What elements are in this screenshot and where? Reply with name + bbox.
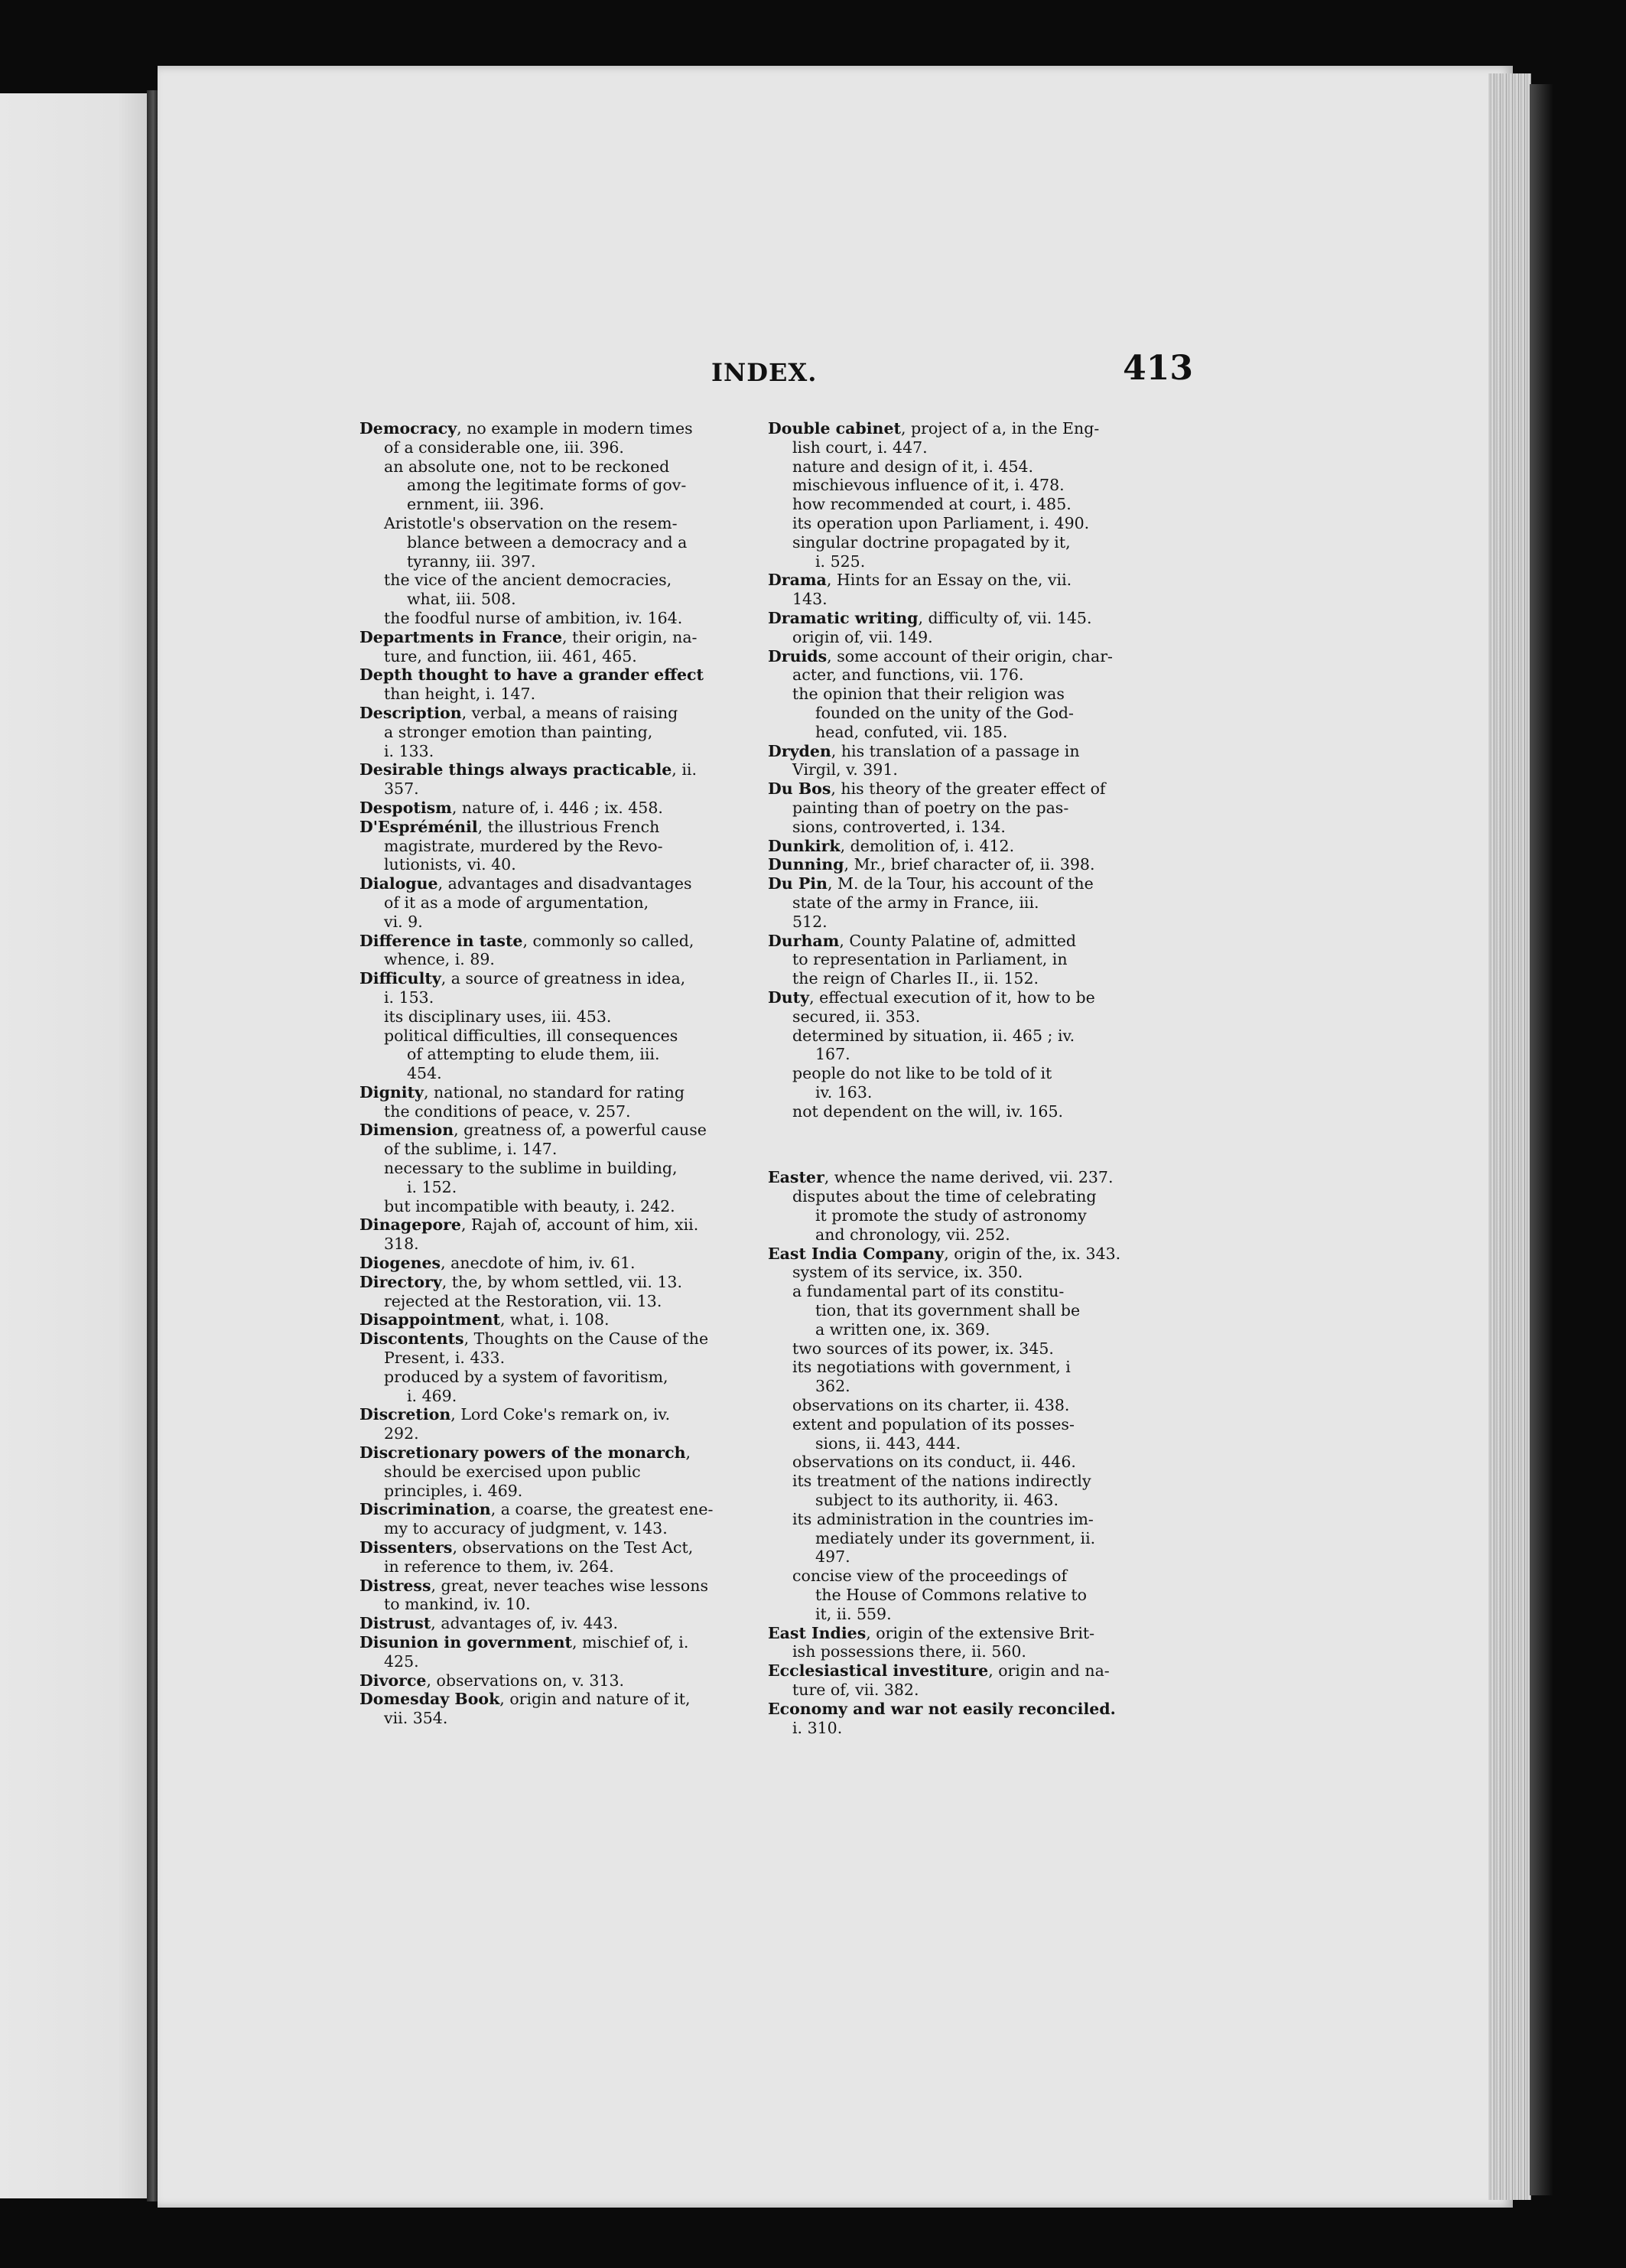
- index-entry: [359, 1443, 772, 1500]
- index-entry: [359, 514, 772, 571]
- running-head: INDEX.: [711, 358, 818, 387]
- entry-first-line: extent and population of its posses-: [792, 1414, 1075, 1433]
- entry-first-line: its disciplinary uses, iii. 453.: [384, 1007, 612, 1026]
- entry-continuation: sions, controverted, i. 134.: [792, 817, 1006, 836]
- entry-continuation: mediately under its government, ii.: [815, 1528, 1096, 1547]
- index-entry: [359, 1159, 772, 1197]
- entry-continuation: Virgil, v. 391.: [792, 760, 898, 779]
- entry-continuation: vi. 9.: [384, 912, 423, 931]
- entry-continuation: tion, that its government shall be: [815, 1301, 1081, 1320]
- entry-first-line: Easter, whence the name derived, vii. 237.: [768, 1168, 1114, 1187]
- entry-continuation: of attempting to elude them, iii.: [407, 1045, 660, 1064]
- index-entry: [768, 1358, 1187, 1396]
- index-entry: [768, 1661, 1187, 1700]
- index-entry: [359, 665, 772, 704]
- entry-continuation: i. 525.: [815, 552, 866, 571]
- entry-continuation: in reference to them, iv. 264.: [384, 1557, 614, 1576]
- entry-continuation: i. 153.: [384, 988, 434, 1007]
- index-entry: [768, 1567, 1187, 1623]
- index-entry: [768, 1339, 1187, 1359]
- entry-first-line: observations on its charter, ii. 438.: [792, 1396, 1070, 1415]
- index-entry: [359, 1007, 772, 1027]
- index-entry: [768, 1102, 1187, 1121]
- index-entry: [768, 837, 1187, 856]
- index-entry: [768, 1168, 1187, 1187]
- entry-first-line: Discontents, Thoughts on the Cause of the: [359, 1329, 709, 1349]
- entry-continuation: the reign of Charles II., ii. 152.: [792, 969, 1039, 988]
- entry-continuation: ish possessions there, ii. 560.: [792, 1642, 1026, 1661]
- entry-first-line: Distrust, advantages of, iv. 443.: [359, 1614, 619, 1633]
- entry-first-line: Disappointment, what, i. 108.: [359, 1310, 610, 1329]
- entry-first-line: Double cabinet, project of a, in the Eng-: [768, 419, 1100, 438]
- entry-first-line: the vice of the ancient democracies,: [384, 571, 672, 590]
- entry-first-line: Du Pin, M. de la Tour, his account of the: [768, 874, 1094, 893]
- entry-first-line: Aristotle's observation on the resem-: [384, 513, 678, 532]
- index-entry: [359, 457, 772, 514]
- entry-continuation: a written one, ix. 369.: [815, 1319, 990, 1339]
- entry-first-line: Despotism, nature of, i. 446 ; ix. 458.: [359, 798, 663, 817]
- entry-first-line: an absolute one, not to be reckoned: [384, 457, 670, 476]
- entry-continuation: of the sublime, i. 147.: [384, 1140, 558, 1159]
- index-entry: [359, 1577, 772, 1615]
- entry-first-line: Diogenes, anecdote of him, iv. 61.: [359, 1254, 636, 1273]
- entry-continuation: it, ii. 559.: [815, 1604, 892, 1623]
- entry-first-line: Dialogue, advantages and disadvantages: [359, 874, 692, 893]
- index-entry: [768, 932, 1187, 988]
- index-entry: [768, 419, 1187, 457]
- entry-first-line: East Indies, origin of the extensive Brit-: [768, 1623, 1095, 1642]
- index-entry: [359, 760, 772, 799]
- index-entry: [359, 419, 772, 457]
- entry-continuation: i. 133.: [384, 741, 434, 760]
- entry-continuation: magistrate, murdered by the Revo-: [384, 836, 663, 855]
- entry-continuation: painting than of poetry on the pas-: [792, 798, 1069, 817]
- entry-continuation: the House of Commons relative to: [815, 1586, 1087, 1605]
- entry-first-line: East India Company, origin of the, ix. 343.: [768, 1244, 1121, 1263]
- entry-continuation: Present, i. 433.: [384, 1349, 506, 1368]
- entry-continuation: i. 152.: [407, 1177, 457, 1196]
- entry-continuation: a stronger emotion than painting,: [384, 722, 653, 741]
- entry-first-line: Dryden, his translation of a passage in: [768, 741, 1080, 760]
- entry-continuation: 362.: [815, 1377, 850, 1396]
- entry-first-line: Discretionary powers of the monarch,: [359, 1443, 691, 1463]
- entry-continuation: vii. 354.: [384, 1709, 448, 1728]
- index-entry: [768, 1472, 1187, 1510]
- index-entry: [768, 874, 1187, 931]
- entry-first-line: observations on its conduct, ii. 446.: [792, 1453, 1076, 1472]
- entry-continuation: whence, i. 89.: [384, 950, 495, 969]
- index-entry: [768, 476, 1187, 495]
- entry-first-line: D'Espréménil, the illustrious French: [359, 817, 660, 836]
- entry-first-line: Economy and war not easily reconciled.: [768, 1699, 1116, 1718]
- index-entry: [768, 495, 1187, 514]
- entry-first-line: Discretion, Lord Coke's remark on, iv.: [359, 1405, 671, 1424]
- index-entry: [359, 1671, 772, 1690]
- entry-continuation: head, confuted, vii. 185.: [815, 722, 1008, 741]
- entry-first-line: its negotiations with government, i: [792, 1358, 1071, 1377]
- book-gutter: [147, 90, 158, 2201]
- entry-continuation: i. 469.: [407, 1386, 457, 1405]
- entry-continuation: ernment, iii. 396.: [407, 495, 545, 514]
- entry-continuation: principles, i. 469.: [384, 1481, 523, 1500]
- entry-continuation: iv. 163.: [815, 1082, 873, 1101]
- entry-continuation: than height, i. 147.: [384, 685, 536, 704]
- entry-continuation: tyranny, iii. 397.: [407, 552, 536, 571]
- entry-continuation: 512.: [792, 912, 828, 931]
- index-entry: [359, 1254, 772, 1273]
- entry-continuation: ture, and function, iii. 461, 465.: [384, 646, 637, 665]
- index-entry: [359, 1027, 772, 1083]
- entry-continuation: 167.: [815, 1045, 850, 1064]
- page-number: 413: [1123, 349, 1193, 388]
- index-entry: [359, 628, 772, 666]
- entry-first-line: Desirable things always practicable, ii.: [359, 760, 697, 779]
- entry-continuation: my to accuracy of judgment, v. 143.: [384, 1519, 668, 1538]
- index-entry: [359, 704, 772, 760]
- entry-first-line: Dramatic writing, difficulty of, vii. 145.: [768, 608, 1092, 627]
- index-entry: [768, 647, 1187, 685]
- index-entry: [359, 1215, 772, 1254]
- entry-first-line: Disunion in government, mischief of, i.: [359, 1633, 689, 1651]
- entry-continuation: of a considerable one, iii. 396.: [384, 438, 624, 457]
- entry-first-line: the opinion that their religion was: [792, 685, 1065, 704]
- index-entry: [359, 1121, 772, 1159]
- index-entry: [768, 988, 1187, 1027]
- entry-first-line: Druids, some account of their origin, char-: [768, 646, 1113, 665]
- entry-continuation: to mankind, iv. 10.: [384, 1595, 531, 1614]
- entry-first-line: Distress, great, never teaches wise lessons: [359, 1576, 708, 1595]
- index-entry: [768, 742, 1187, 780]
- entry-continuation: 425.: [384, 1651, 419, 1671]
- entry-first-line: Dissenters, observations on the Test Act,: [359, 1538, 694, 1557]
- entry-continuation: among the legitimate forms of gov-: [407, 476, 687, 495]
- entry-first-line: its operation upon Parliament, i. 490.: [792, 513, 1090, 532]
- index-entry: [359, 1310, 772, 1329]
- index-entry: [768, 571, 1187, 609]
- entry-continuation: 143.: [792, 590, 828, 609]
- entry-first-line: nature and design of it, i. 454.: [792, 457, 1034, 476]
- entry-first-line: Discrimination, a coarse, the greatest ene-: [359, 1500, 714, 1519]
- entry-first-line: Du Bos, his theory of the greater effect of: [768, 779, 1106, 799]
- entry-first-line: Directory, the, by whom settled, vii. 13.: [359, 1272, 682, 1291]
- entry-first-line: Departments in France, their origin, na-: [359, 627, 698, 646]
- section-gap: [768, 1121, 1187, 1168]
- entry-first-line: Dunning, Mr., brief character of, ii. 398.: [768, 855, 1095, 874]
- entry-continuation: 497.: [815, 1547, 850, 1567]
- entry-first-line: its treatment of the nations indirectly: [792, 1472, 1091, 1491]
- entry-continuation: 318.: [384, 1235, 419, 1254]
- index-entry: [768, 1510, 1187, 1567]
- index-entry: [768, 1624, 1187, 1662]
- entry-continuation: i. 310.: [792, 1718, 843, 1737]
- index-entry: [768, 1187, 1187, 1244]
- entry-continuation: to representation in Parliament, in: [792, 950, 1068, 969]
- index-entry: [359, 1083, 772, 1121]
- index-entry: [359, 1197, 772, 1216]
- index-entry: [768, 1027, 1187, 1065]
- index-column-right: [768, 419, 1187, 1737]
- entry-continuation: of it as a mode of argumentation,: [384, 893, 649, 912]
- entry-first-line: Difficulty, a source of greatness in idea,: [359, 969, 686, 988]
- entry-first-line: people do not like to be told of it: [792, 1064, 1052, 1083]
- index-entry: [768, 1282, 1187, 1339]
- entry-first-line: how recommended at court, i. 485.: [792, 495, 1072, 514]
- entry-first-line: the foodful nurse of ambition, iv. 164.: [384, 608, 683, 627]
- entry-first-line: singular doctrine propagated by it,: [792, 532, 1071, 552]
- entry-first-line: disputes about the time of celebrating: [792, 1187, 1097, 1206]
- entry-first-line: a fundamental part of its constitu-: [792, 1282, 1065, 1301]
- index-entry: [768, 1415, 1187, 1453]
- entry-first-line: concise view of the proceedings of: [792, 1567, 1068, 1586]
- entry-first-line: Dimension, greatness of, a powerful cause: [359, 1121, 707, 1140]
- index-entry: [359, 1538, 772, 1577]
- index-entry: [359, 609, 772, 628]
- index-entry: [768, 1263, 1187, 1282]
- entry-first-line: origin of, vii. 149.: [792, 627, 933, 646]
- index-entry: [359, 1292, 772, 1311]
- entry-continuation: the conditions of peace, v. 257.: [384, 1101, 631, 1121]
- index-entry: [768, 779, 1187, 836]
- index-entry: [359, 1633, 772, 1671]
- entry-continuation: 292.: [384, 1424, 419, 1443]
- entry-first-line: Ecclesiastical investiture, origin and na-: [768, 1661, 1110, 1681]
- entry-first-line: Democracy, no example in modern times: [359, 419, 693, 438]
- entry-first-line: two sources of its power, ix. 345.: [792, 1339, 1054, 1358]
- entry-first-line: Description, verbal, a means of raising: [359, 703, 678, 722]
- index-entry: [359, 1500, 772, 1538]
- entry-first-line: Depth thought to have a grander effect: [359, 665, 704, 685]
- index-entry: [359, 1690, 772, 1728]
- entry-continuation: acter, and functions, vii. 176.: [792, 665, 1024, 685]
- entry-first-line: political difficulties, ill consequences: [384, 1026, 678, 1045]
- entry-first-line: system of its service, ix. 350.: [792, 1263, 1023, 1282]
- index-entry: [768, 1700, 1187, 1738]
- index-entry: [359, 932, 772, 970]
- entry-first-line: Dinagepore, Rajah of, account of him, xii.: [359, 1215, 699, 1235]
- index-entry: [768, 609, 1187, 628]
- index-entry: [768, 457, 1187, 477]
- index-entry: [768, 1245, 1187, 1264]
- page-header: [367, 349, 1193, 402]
- entry-continuation: what, iii. 508.: [407, 590, 516, 609]
- facing-page-edge: [0, 93, 147, 2198]
- entry-first-line: Dignity, national, no standard for rating: [359, 1082, 685, 1101]
- index-entry: [768, 1396, 1187, 1415]
- entry-first-line: produced by a system of favoritism,: [384, 1367, 668, 1386]
- index-entry: [359, 874, 772, 931]
- entry-continuation: lutionists, vi. 40.: [384, 855, 516, 874]
- entry-continuation: sions, ii. 443, 444.: [815, 1433, 961, 1453]
- entry-first-line: Domesday Book, origin and nature of it,: [359, 1690, 691, 1709]
- index-entry: [359, 799, 772, 818]
- entry-continuation: secured, ii. 353.: [792, 1007, 921, 1026]
- index-entry: [359, 571, 772, 609]
- entry-first-line: not dependent on the will, iv. 165.: [792, 1101, 1064, 1121]
- entry-first-line: Duty, effectual execution of it, how to be: [768, 988, 1095, 1007]
- entry-first-line: rejected at the Restoration, vii. 13.: [384, 1291, 662, 1310]
- page-edges: [1488, 73, 1531, 2200]
- index-entry: [768, 1064, 1187, 1102]
- index-entry: [768, 855, 1187, 874]
- index-section-d: [768, 419, 1187, 1121]
- entry-first-line: necessary to the sublime in building,: [384, 1159, 678, 1178]
- index-entry: [359, 1273, 772, 1292]
- index-entry: [768, 533, 1187, 571]
- entry-first-line: Dunkirk, demolition of, i. 412.: [768, 836, 1015, 855]
- entry-continuation: blance between a democracy and a: [407, 532, 688, 552]
- index-section-e: [768, 1168, 1187, 1737]
- entry-first-line: determined by situation, ii. 465 ; iv.: [792, 1026, 1075, 1045]
- entry-continuation: subject to its authority, ii. 463.: [815, 1491, 1059, 1510]
- entry-first-line: its administration in the countries im-: [792, 1509, 1094, 1528]
- index-entry: [359, 1368, 772, 1406]
- index-entry: [359, 1614, 772, 1633]
- index-entry: [768, 1453, 1187, 1472]
- index-column-left: [359, 419, 772, 1728]
- entry-first-line: Drama, Hints for an Essay on the, vii.: [768, 571, 1072, 590]
- entry-continuation: should be exercised upon public: [384, 1462, 641, 1481]
- entry-continuation: 357.: [384, 779, 419, 799]
- entry-first-line: Durham, County Palatine of, admitted: [768, 931, 1076, 950]
- index-entry: [768, 628, 1187, 647]
- entry-continuation: it promote the study of astronomy: [815, 1206, 1087, 1225]
- index-entry: [768, 685, 1187, 741]
- index-entry: [359, 818, 772, 874]
- entry-continuation: 454.: [407, 1064, 442, 1083]
- index-entry: [768, 514, 1187, 533]
- index-entry: [359, 1405, 772, 1443]
- entry-first-line: Divorce, observations on, v. 313.: [359, 1671, 625, 1690]
- entry-continuation: lish court, i. 447.: [792, 438, 928, 457]
- entry-continuation: ture of, vii. 382.: [792, 1681, 919, 1699]
- entry-first-line: Difference in taste, commonly so called,: [359, 931, 694, 950]
- entry-continuation: state of the army in France, iii.: [792, 893, 1039, 912]
- entry-first-line: but incompatible with beauty, i. 242.: [384, 1196, 675, 1215]
- entry-continuation: and chronology, vii. 252.: [815, 1225, 1010, 1244]
- entry-continuation: founded on the unity of the God-: [815, 703, 1074, 722]
- entry-first-line: mischievous influence of it, i. 478.: [792, 476, 1065, 495]
- page-shadow: [1530, 84, 1553, 2195]
- index-entry: [359, 969, 772, 1007]
- index-entry: [359, 1329, 772, 1368]
